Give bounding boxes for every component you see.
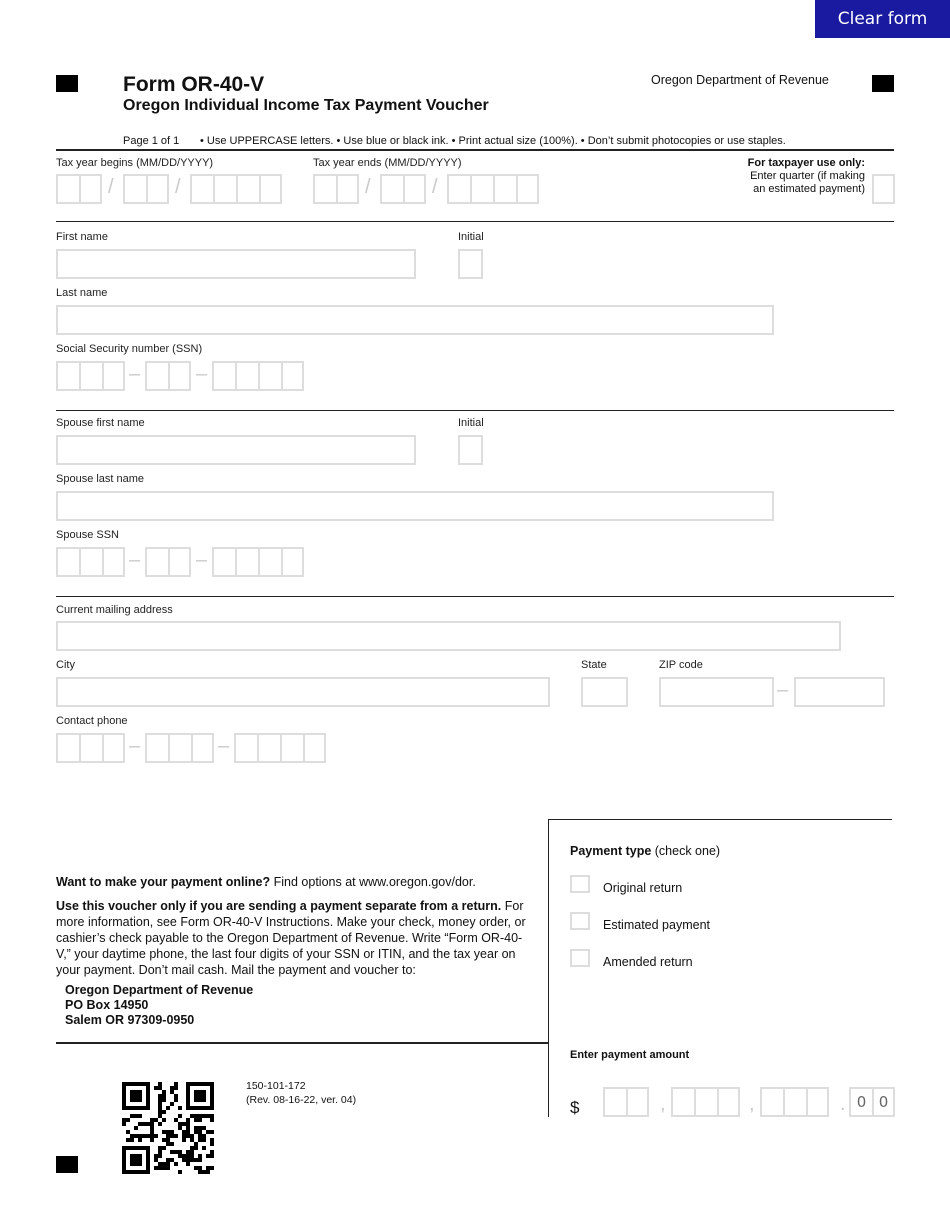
amount-cents-box[interactable]: 0: [849, 1087, 874, 1117]
form-revision: (Rev. 08-16-22, ver. 04): [246, 1094, 357, 1106]
amount-millions-digit-box[interactable]: [626, 1087, 649, 1117]
registration-mark-bottom-left: [56, 1156, 78, 1173]
first-name-input[interactable]: [56, 249, 416, 279]
tax-year-begins-year-digit-box[interactable]: [236, 174, 261, 204]
spouse-initial-input[interactable]: [458, 435, 483, 465]
tax-year-begins-month-digit-box[interactable]: [79, 174, 102, 204]
mailing-address-block: [65, 983, 253, 1028]
phone-line-digit-box[interactable]: [303, 733, 326, 763]
phone-line-digit-box[interactable]: [280, 733, 305, 763]
spouse-ssn-digit-box[interactable]: [235, 547, 260, 577]
ssn-dash: –: [196, 549, 208, 571]
city-label: City: [56, 659, 75, 671]
ssn-digit-box[interactable]: [102, 361, 125, 391]
taxpayer-use-title: For taxpayer use only:: [747, 157, 865, 169]
ssn-digit-box[interactable]: [79, 361, 104, 391]
tax-year-begins-year-digit-box[interactable]: [213, 174, 238, 204]
form-instructions: • Use UPPERCASE letters. • Use blue or black ink. • Print actual size (100%). • Don’t submit photocopies or use staples.: [200, 135, 786, 147]
state-input[interactable]: [581, 677, 628, 707]
phone-prefix-digit-box[interactable]: [168, 733, 193, 763]
agency-name: Oregon Department of Revenue: [651, 73, 829, 87]
thousands-separator: ,: [660, 1093, 666, 1115]
tax-year-begins-label: Tax year begins (MM/DD/YYYY): [56, 157, 214, 169]
registration-mark-top-left: [56, 75, 78, 92]
zip-label: ZIP code: [659, 659, 703, 671]
zip-input[interactable]: [659, 677, 774, 707]
mailing-address-input[interactable]: [56, 621, 841, 651]
ssn-digit-box[interactable]: [168, 361, 191, 391]
spouse-ssn-digit-box[interactable]: [56, 547, 81, 577]
amount-millions-digit-box[interactable]: [603, 1087, 628, 1117]
decimal-separator: .: [840, 1093, 846, 1115]
city-input[interactable]: [56, 677, 550, 707]
ssn-digit-box[interactable]: [235, 361, 260, 391]
qr-code: [122, 1082, 214, 1174]
amount-thousands-digit-box[interactable]: [694, 1087, 719, 1117]
section-divider: [56, 596, 894, 597]
ssn-dash: –: [196, 363, 208, 385]
phone-prefix-digit-box[interactable]: [191, 733, 214, 763]
ssn-digit-box[interactable]: [281, 361, 304, 391]
tax-year-ends-day-digit-box[interactable]: [380, 174, 405, 204]
payment-type-label: Payment type (check one): [570, 844, 721, 858]
ssn-dash: –: [129, 363, 141, 385]
tax-year-ends-month-digit-box[interactable]: [313, 174, 338, 204]
mail-address-line1: Oregon Department of Revenue: [65, 983, 254, 997]
last-name-input[interactable]: [56, 305, 774, 335]
spouse-ssn-digit-box[interactable]: [102, 547, 125, 577]
amount-thousands-digit-box[interactable]: [671, 1087, 696, 1117]
ssn-digit-box[interactable]: [212, 361, 237, 391]
spouse-ssn-digit-box[interactable]: [212, 547, 237, 577]
spouse-last-name-input[interactable]: [56, 491, 774, 521]
spouse-first-name-input[interactable]: [56, 435, 416, 465]
spouse-ssn-digit-box[interactable]: [79, 547, 104, 577]
tax-year-begins-year-digit-box[interactable]: [190, 174, 215, 204]
amended-return-checkbox[interactable]: [570, 949, 590, 967]
spouse-ssn-digit-box[interactable]: [281, 547, 304, 577]
tax-year-begins-day-digit-box[interactable]: [123, 174, 148, 204]
zip-dash: –: [777, 679, 789, 701]
spouse-ssn-digit-box[interactable]: [145, 547, 170, 577]
phone-area-digit-box[interactable]: [102, 733, 125, 763]
initial-label: Initial: [458, 231, 484, 243]
tax-year-ends-year-digit-box[interactable]: [447, 174, 472, 204]
page-info: Page 1 of 1: [123, 135, 180, 147]
form-number: 150-101-172: [246, 1080, 306, 1092]
amount-hundreds-digit-box[interactable]: [783, 1087, 808, 1117]
spouse-last-name-label: Spouse last name: [56, 473, 145, 485]
amount-hundreds-digit-box[interactable]: [760, 1087, 785, 1117]
ssn-dash: –: [129, 549, 141, 571]
last-name-label: Last name: [56, 287, 108, 299]
original-return-checkbox[interactable]: [570, 875, 590, 893]
form-title: Form OR-40-V: [123, 73, 265, 96]
info-bottom-divider: [56, 1042, 548, 1044]
state-label: State: [581, 659, 607, 671]
quarter-input[interactable]: [872, 174, 895, 204]
mailing-address-label: Current mailing address: [56, 604, 173, 616]
ssn-digit-box[interactable]: [56, 361, 81, 391]
section-divider: [56, 410, 894, 411]
mail-address-line2: PO Box 14950: [65, 998, 149, 1012]
ssn-digit-box[interactable]: [145, 361, 170, 391]
amount-hundreds-digit-box[interactable]: [806, 1087, 829, 1117]
date-separator: /: [365, 176, 371, 198]
tax-year-ends-year-digit-box[interactable]: [493, 174, 518, 204]
amount-cents-box[interactable]: 0: [872, 1087, 895, 1117]
amended-return-label: Amended return: [603, 955, 693, 969]
spouse-ssn-digit-box[interactable]: [258, 547, 283, 577]
tax-year-ends-label: Tax year ends (MM/DD/YYYY): [313, 157, 462, 169]
original-return-label: Original return: [603, 881, 683, 895]
ssn-label: Social Security number (SSN): [56, 343, 203, 355]
tax-year-ends-year-digit-box[interactable]: [470, 174, 495, 204]
estimated-payment-checkbox[interactable]: [570, 912, 590, 930]
payment-amount-label: Enter payment amount: [570, 1049, 690, 1061]
taxpayer-use-line2: an estimated payment): [753, 183, 865, 195]
mail-address-line3: Salem OR 97309-0950: [65, 1013, 195, 1027]
payment-box-left-border: [548, 819, 549, 1117]
date-separator: /: [108, 176, 114, 198]
tax-year-ends-month-digit-box[interactable]: [336, 174, 359, 204]
zip-plus4-input[interactable]: [794, 677, 885, 707]
phone-area-digit-box[interactable]: [79, 733, 104, 763]
phone-line-digit-box[interactable]: [234, 733, 259, 763]
phone-dash: –: [129, 735, 141, 757]
form-subtitle: Oregon Individual Income Tax Payment Voucher: [123, 97, 489, 114]
tax-year-ends-year-digit-box[interactable]: [516, 174, 539, 204]
spouse-ssn-label: Spouse SSN: [56, 529, 119, 541]
date-separator: /: [432, 176, 438, 198]
section-divider: [56, 221, 894, 222]
phone-dash: –: [218, 735, 230, 757]
currency-symbol: $: [570, 1098, 580, 1117]
date-separator: /: [175, 176, 181, 198]
amount-thousands-digit-box[interactable]: [717, 1087, 740, 1117]
voucher-usage-note: Use this voucher only if you are sending a payment separate from a return. For more information, see Form OR-40-V Instructions. Make your check, money order, or cashier’s check payable to the Oregon Department of Revenue. Write “Form OR-40-V,” your daytime phone, the last four digits of your SSN or ITIN, and the tax year on your payment. Don’t mail cash. Mail the payment and voucher to:: [56, 899, 526, 977]
header-divider: [56, 149, 894, 151]
first-name-label: First name: [56, 231, 108, 243]
clear-form-button[interactable]: Clear form: [815, 0, 950, 38]
ssn-digit-box[interactable]: [258, 361, 283, 391]
contact-phone-label: Contact phone: [56, 715, 128, 727]
spouse-initial-label: Initial: [458, 417, 484, 429]
spouse-ssn-digit-box[interactable]: [168, 547, 191, 577]
registration-mark-top-right: [872, 75, 894, 92]
spouse-first-name-label: Spouse first name: [56, 417, 145, 429]
tax-year-begins-day-digit-box[interactable]: [146, 174, 169, 204]
tax-year-begins-month-digit-box[interactable]: [56, 174, 81, 204]
thousands-separator: ,: [749, 1093, 755, 1115]
tax-year-begins-year-digit-box[interactable]: [259, 174, 282, 204]
phone-line-digit-box[interactable]: [257, 733, 282, 763]
online-payment-note: Want to make your payment online? Find options at www.oregon.gov/dor.: [56, 875, 476, 889]
phone-area-digit-box[interactable]: [56, 733, 81, 763]
taxpayer-use-line1: Enter quarter (if making: [750, 170, 865, 182]
phone-prefix-digit-box[interactable]: [145, 733, 170, 763]
tax-year-ends-day-digit-box[interactable]: [403, 174, 426, 204]
estimated-payment-label: Estimated payment: [603, 918, 710, 932]
payment-box-top-border: [548, 819, 892, 820]
initial-input[interactable]: [458, 249, 483, 279]
